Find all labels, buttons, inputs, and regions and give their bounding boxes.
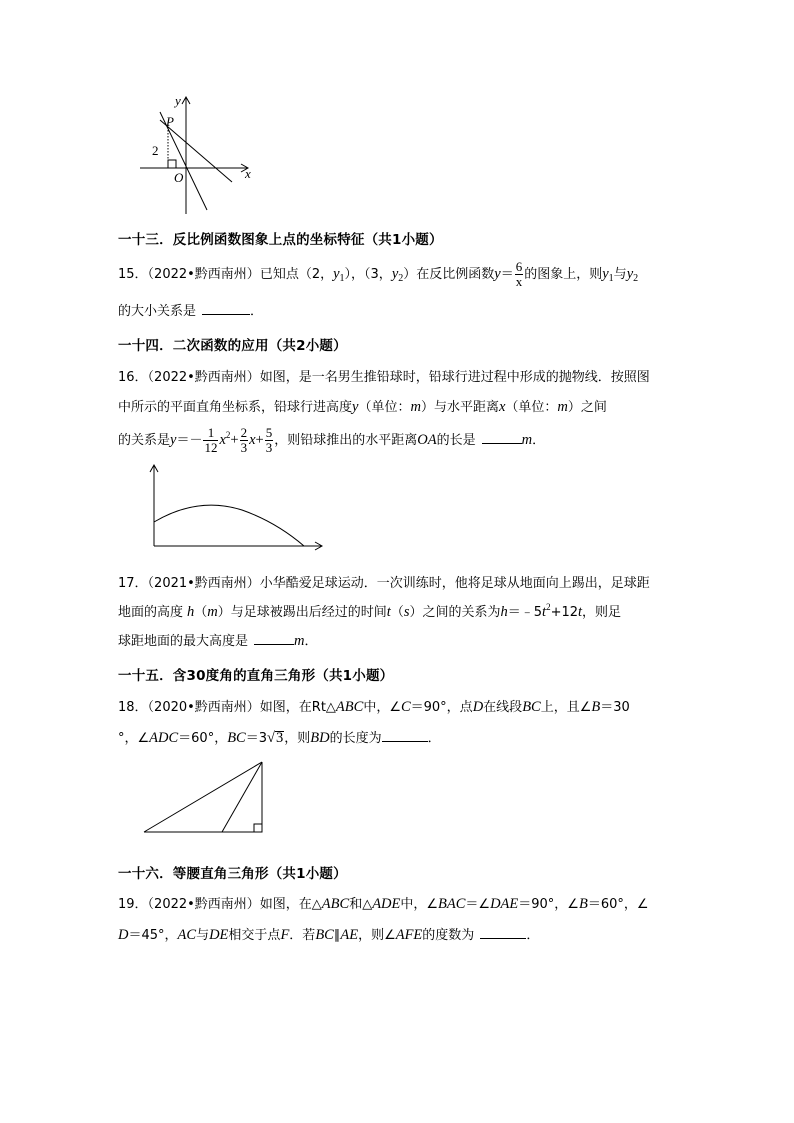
label-y: y xyxy=(175,93,181,108)
label-O: O xyxy=(174,170,184,185)
figure-q18-triangle xyxy=(132,752,292,852)
right-angle-mark xyxy=(168,160,176,168)
question-19: 19．（2022•黔西南州）如图，在△ABC和△ADE中，∠BAC＝∠DAE＝90°，∠B＝60°，∠ D＝45°，AC与DE相交于点F．若BC∥AE，则∠AFE的度数为 ． xyxy=(118,896,649,943)
answer-blank[interactable] xyxy=(382,729,428,742)
segment-AD xyxy=(222,762,262,832)
answer-blank[interactable] xyxy=(202,302,250,315)
section-heading-13: 一十三．反比例函数图象上点的坐标特征（共1小题） xyxy=(118,232,443,248)
figure-q14-coordinate-lines xyxy=(140,92,270,217)
side-BA xyxy=(144,762,262,832)
parabola-curve xyxy=(154,505,304,546)
fraction-5-over-3: $\frac{5}{3}$ xyxy=(265,425,273,455)
answer-blank[interactable] xyxy=(482,431,522,444)
answer-blank[interactable] xyxy=(480,926,526,939)
fraction-2-over-3: $\frac{2}{3}$ xyxy=(240,425,248,455)
section-heading-14: 一十四．二次函数的应用（共2小题） xyxy=(118,338,347,354)
answer-blank[interactable] xyxy=(254,632,294,645)
right-angle-mark xyxy=(254,824,262,832)
label-P: P xyxy=(166,114,174,129)
question-17: 17．（2021•黔西南州）小华酷爱足球运动．一次训练时，他将足球从地面向上踢出，足球距 地面的高度 h（m）与足球被踢出后经过的时间t（s）之间的关系为$h=﹣5t^2+12t$，则足 球距地面的最大高度是 m． xyxy=(118,576,650,649)
question-16: 16．（2022•黔西南州）如图，是一名男生推铅球时，铅球行进过程中形成的抛物线．按照图 中所示的平面直角坐标系，铅球行进高度y（单位：m）与水平距离x（单位：m）之间 的关系是y＝－ $\frac{1}{12}$ $x^2+$ $\frac{2}{3}$ x+ $\frac{5}{3}$ ，则铅球推出的水平距离OA的长是 m． xyxy=(118,370,650,455)
fraction-6-over-x: $\frac{6}{x}$ xyxy=(515,259,523,289)
label-x: x xyxy=(245,166,251,181)
line-2 xyxy=(160,120,232,182)
section-heading-16: 一十六．等腰直角三角形（共1小题） xyxy=(118,866,347,882)
fraction-1-over-12: $\frac{1}{12}$ xyxy=(204,425,218,455)
question-15: 15．（2022•黔西南州）已知点（2，$y_1$），（3，$y_2$）在反比例函数y＝ $\frac{6}{x}$ 的图象上，则$y_1$与$y_2$ 的大小关系是 ． xyxy=(118,259,639,319)
label-2: 2 xyxy=(152,143,159,158)
question-18: 18．（2020•黔西南州）如图，在Rt△ABC中，∠C＝90°，点D在线段BC上，且∠B＝30 °，∠ADC＝60°，BC＝3√3，则BD的长度为 ． xyxy=(118,699,630,746)
figure-q16-parabola xyxy=(136,458,336,564)
section-heading-15: 一十五．含30度角的直角三角形（共1小题） xyxy=(118,668,394,684)
